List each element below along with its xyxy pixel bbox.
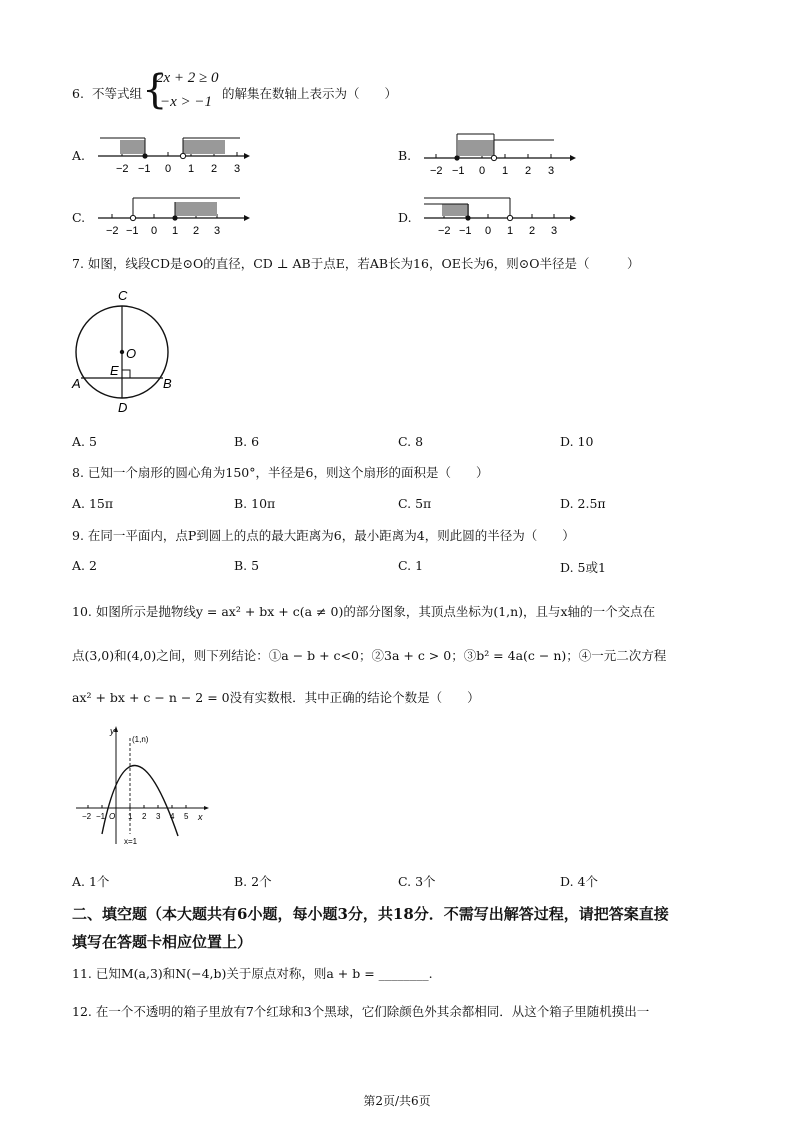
tick-label: 0 — [165, 163, 172, 175]
q10-option-b: B. 2个 — [234, 874, 272, 889]
tick-label: −1 — [138, 163, 151, 175]
symmetry-axis-label: x=1 — [124, 837, 138, 846]
q6-number: 6. — [72, 86, 84, 101]
q12-stem: 12. 在一个不透明的箱子里放有7个红球和3个黑球，它们除颜色外其余都相同．从这个箱子里随机摸出一 — [72, 1004, 650, 1019]
q8-option-a: A. 15π — [72, 496, 114, 511]
tick-label: 5 — [184, 812, 189, 821]
q6-suffix: 的解集在数轴上表示为（ ） — [222, 86, 398, 101]
q9-option-d: D. 5或1 — [560, 560, 606, 575]
tick-label: 1 — [502, 165, 509, 177]
q7-option-d: D. 10 — [560, 434, 594, 449]
q6-option-a-label: A. — [72, 148, 86, 163]
tick-label: 2 — [525, 165, 532, 177]
q6-option-c-label: C. — [72, 210, 86, 225]
q7-option-a: A. 5 — [72, 434, 97, 449]
section-heading-line-1: 二、填空题（本大题共有6小题，每小题3分，共18分．不需写出解答过程，请把答案直接 — [72, 905, 669, 923]
tick-label: 3 — [234, 163, 241, 175]
tick-label: −2 — [430, 165, 443, 177]
tick-label: 3 — [214, 225, 221, 237]
q9-stem: 9. 在同一平面内，点P到圆上的点的最大距离为6，最小距离为4，则此圆的半径为（ ） — [72, 528, 575, 543]
tick-label: −1 — [126, 225, 139, 237]
page-number: 第2页/共6页 — [363, 1094, 431, 1108]
tick-label: 3 — [551, 225, 558, 237]
q10-line-1: 10. 如图所示是抛物线y = ax² + bx + c(a ≠ 0)的部分图象，其顶点坐标为(1,n)，且与x轴的一个交点在 — [72, 604, 656, 619]
x-axis-label: x — [198, 812, 203, 822]
q10-parabola-figure — [74, 724, 214, 850]
system-brace: { — [142, 67, 168, 113]
q9-option-a: A. 2 — [72, 558, 97, 573]
tick-label: 3 — [548, 165, 555, 177]
tick-label: 2 — [142, 812, 147, 821]
tick-label: 1 — [172, 225, 179, 237]
q11-stem: 11. 已知M(a,3)和N(−4,b)关于原点对称，则a + b = ________. — [72, 966, 433, 981]
tick-label: −2 — [82, 812, 92, 821]
q8-option-d: D. 2.5π — [560, 496, 606, 511]
tick-label: −2 — [116, 163, 129, 175]
tick-label: −1 — [96, 812, 106, 821]
origin-label: O — [109, 812, 116, 821]
q9-option-c: C. 1 — [398, 558, 424, 573]
vertex-label: (1,n) — [132, 735, 149, 744]
q6-option-b-label: B. — [398, 148, 412, 163]
number-line-d — [418, 190, 578, 242]
tick-label: 3 — [156, 812, 161, 821]
y-axis-label: y — [110, 726, 115, 736]
q6-inequality-2: −x > −1 — [160, 94, 213, 110]
tick-label: 0 — [479, 165, 486, 177]
number-line-a — [92, 128, 252, 180]
tick-label: 2 — [529, 225, 536, 237]
q7-stem: 7. 如图，线段CD是⊙O的直径，CD ⊥ AB于点E，若AB长为16，OE长为6，则⊙O半径是（ ） — [72, 256, 640, 271]
q6-inequality-1: 2x + 2 ≥ 0 — [156, 70, 219, 86]
tick-label: −2 — [106, 225, 119, 237]
q10-line-3: ax² + bx + c − n − 2 = 0没有实数根．其中正确的结论个数是（ ） — [72, 690, 480, 705]
tick-label: 0 — [485, 225, 492, 237]
q7-option-c: C. 8 — [398, 434, 424, 449]
q6-option-d-label: D. — [398, 210, 412, 225]
q8-option-c: C. 5π — [398, 496, 432, 511]
q10-option-c: C. 3个 — [398, 874, 436, 889]
q10-option-d: D. 4个 — [560, 874, 598, 889]
point-label: B — [163, 376, 172, 391]
q9-option-b: B. 5 — [234, 558, 260, 573]
point-label: E — [110, 363, 119, 378]
point-label: C — [118, 288, 128, 303]
point-label: A — [72, 376, 81, 391]
q7-circle-figure — [66, 284, 186, 416]
point-label: D — [118, 400, 128, 415]
tick-label: 1 — [128, 812, 133, 821]
number-line-c — [92, 190, 252, 242]
tick-label: −2 — [438, 225, 451, 237]
tick-label: 2 — [211, 163, 218, 175]
number-line-b — [418, 128, 578, 180]
point-label: O — [126, 346, 137, 361]
q6-prefix: 不等式组 — [92, 86, 143, 101]
q8-stem: 8. 已知一个扇形的圆心角为150°，半径是6，则这个扇形的面积是（ ） — [72, 465, 489, 480]
q10-option-a: A. 1个 — [72, 874, 110, 889]
tick-label: −1 — [459, 225, 472, 237]
tick-label: 1 — [188, 163, 195, 175]
tick-label: 0 — [151, 225, 158, 237]
q7-option-b: B. 6 — [234, 434, 260, 449]
tick-label: 2 — [193, 225, 200, 237]
section-heading-line-2: 填写在答题卡相应位置上） — [72, 933, 253, 951]
q8-option-b: B. 10π — [234, 496, 276, 511]
q10-line-2: 点(3,0)和(4,0)之间，则下列结论：①a − b + c<0；②3a + c > 0；③b² = 4a(c − n)；④一元二次方程 — [72, 648, 667, 663]
tick-label: 1 — [507, 225, 514, 237]
tick-label: −1 — [452, 165, 465, 177]
tick-label: 4 — [170, 812, 175, 821]
